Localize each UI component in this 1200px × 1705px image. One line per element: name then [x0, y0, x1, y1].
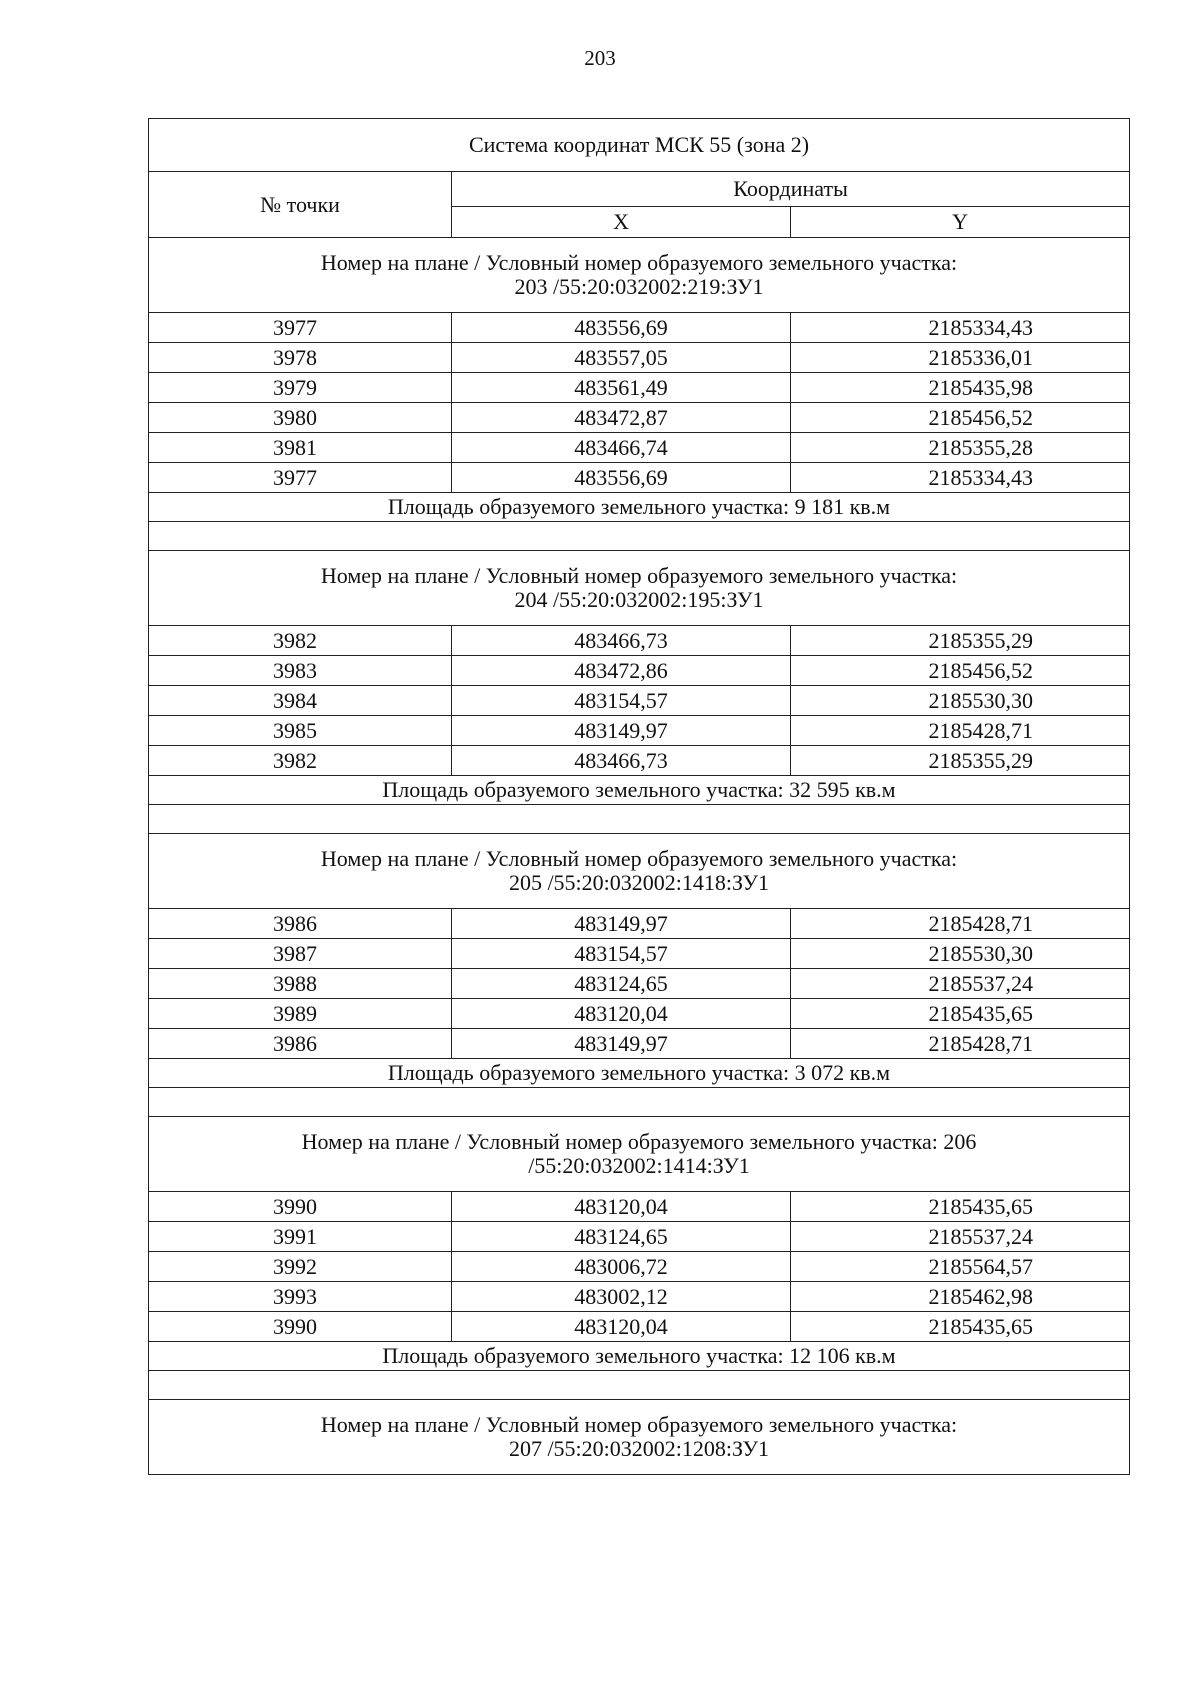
point-number: 3992: [149, 1252, 452, 1282]
table-row: [149, 463, 1130, 493]
plot-heading-line: Номер на плане / Условный номер образуемого земельного участка:: [320, 846, 958, 871]
plot-heading: [149, 551, 1130, 626]
plot-area: Площадь образуемого земельного участка: 9 181 кв.м: [149, 493, 1130, 522]
plot-area: Площадь образуемого земельного участка: 12 106 кв.м: [149, 1342, 1130, 1371]
x-coordinate: 483557,05: [452, 343, 791, 373]
coordinates-table: [148, 118, 1130, 1475]
x-header: X: [452, 207, 791, 238]
point-number: 3982: [149, 626, 452, 656]
x-coordinate: 483154,57: [452, 686, 791, 716]
point-number-header: № точки: [149, 172, 452, 238]
plot-heading-row: [149, 1117, 1130, 1192]
y-coordinate: 2185355,29: [791, 746, 1130, 776]
table-row: [149, 403, 1130, 433]
y-coordinate: 2185336,01: [791, 343, 1130, 373]
table-row: [149, 716, 1130, 746]
plot-heading-row: [149, 551, 1130, 626]
plot-heading-line: Номер на плане / Условный номер образуемого земельного участка:: [320, 1412, 958, 1437]
plot-area-row: [149, 493, 1130, 522]
x-coordinate: 483120,04: [452, 999, 791, 1029]
x-coordinate: 483154,57: [452, 939, 791, 969]
point-number: 3986: [149, 909, 452, 939]
table-row: [149, 969, 1130, 999]
coordinates-table-body: [149, 119, 1130, 1475]
point-number: 3990: [149, 1192, 452, 1222]
table-row: [149, 1029, 1130, 1059]
x-coordinate: 483124,65: [452, 1222, 791, 1252]
y-coordinate: 2185428,71: [791, 1029, 1130, 1059]
y-coordinate: 2185530,30: [791, 939, 1130, 969]
x-coordinate: 483120,04: [452, 1312, 791, 1342]
table-row: [149, 626, 1130, 656]
y-coordinate: 2185537,24: [791, 969, 1130, 999]
point-number: 3990: [149, 1312, 452, 1342]
y-coordinate: 2185428,71: [791, 716, 1130, 746]
point-number: 3981: [149, 433, 452, 463]
section-spacer-cell: [149, 1088, 1130, 1117]
plot-area-row: [149, 1342, 1130, 1371]
plot-area: Площадь образуемого земельного участка: 3 072 кв.м: [149, 1059, 1130, 1088]
plot-heading-line: Номер на плане / Условный номер образуемого земельного участка:: [320, 250, 958, 275]
plot-cadastral-number: 207 /55:20:032002:1208:ЗУ1: [508, 1436, 770, 1461]
section-spacer-row: [149, 522, 1130, 551]
coordinate-system-row: [149, 119, 1130, 172]
point-number: 3989: [149, 999, 452, 1029]
y-coordinate: 2185530,30: [791, 686, 1130, 716]
y-coordinate: 2185334,43: [791, 463, 1130, 493]
x-coordinate: 483006,72: [452, 1252, 791, 1282]
x-coordinate: 483149,97: [452, 1029, 791, 1059]
x-coordinate: 483472,86: [452, 656, 791, 686]
y-coordinate: 2185564,57: [791, 1252, 1130, 1282]
section-spacer-cell: [149, 522, 1130, 551]
point-number: 3985: [149, 716, 452, 746]
x-coordinate: 483149,97: [452, 909, 791, 939]
point-number: 3978: [149, 343, 452, 373]
plot-area-row: [149, 776, 1130, 805]
plot-area-row: [149, 1059, 1130, 1088]
plot-heading-line: Номер на плане / Условный номер образуемого земельного участка:: [320, 563, 958, 588]
y-header: Y: [791, 207, 1130, 238]
plot-heading-row: [149, 1400, 1130, 1475]
point-number: 3991: [149, 1222, 452, 1252]
table-row: [149, 939, 1130, 969]
x-coordinate: 483466,73: [452, 626, 791, 656]
table-row: [149, 313, 1130, 343]
x-coordinate: 483556,69: [452, 313, 791, 343]
x-coordinate: 483002,12: [452, 1282, 791, 1312]
point-number: 3977: [149, 313, 452, 343]
table-row: [149, 1222, 1130, 1252]
x-coordinate: 483466,74: [452, 433, 791, 463]
point-number: 3984: [149, 686, 452, 716]
point-number: 3980: [149, 403, 452, 433]
table-row: [149, 373, 1130, 403]
table-row: [149, 1192, 1130, 1222]
table-row: [149, 746, 1130, 776]
table-row: [149, 1282, 1130, 1312]
y-coordinate: 2185435,65: [791, 999, 1130, 1029]
x-coordinate: 483149,97: [452, 716, 791, 746]
plot-heading: [149, 238, 1130, 313]
y-coordinate: 2185355,29: [791, 626, 1130, 656]
point-number: 3983: [149, 656, 452, 686]
y-coordinate: 2185462,98: [791, 1282, 1130, 1312]
x-coordinate: 483466,73: [452, 746, 791, 776]
y-coordinate: 2185435,65: [791, 1192, 1130, 1222]
x-coordinate: 483556,69: [452, 463, 791, 493]
table-row: [149, 686, 1130, 716]
y-coordinate: 2185334,43: [791, 313, 1130, 343]
plot-heading-row: [149, 238, 1130, 313]
point-number: 3993: [149, 1282, 452, 1312]
table-row: [149, 909, 1130, 939]
plot-heading: [149, 1117, 1130, 1192]
table-row: [149, 656, 1130, 686]
header-row: [149, 172, 1130, 207]
table-row: [149, 343, 1130, 373]
plot-heading-line: Номер на плане / Условный номер образуемого земельного участка: 206: [301, 1129, 977, 1154]
table-row: [149, 1252, 1130, 1282]
section-spacer-cell: [149, 805, 1130, 834]
point-number: 3979: [149, 373, 452, 403]
plot-heading: [149, 834, 1130, 909]
section-spacer-row: [149, 1371, 1130, 1400]
y-coordinate: 2185456,52: [791, 403, 1130, 433]
coordinates-header: Координаты: [452, 172, 1130, 207]
section-spacer-cell: [149, 1371, 1130, 1400]
point-number: 3977: [149, 463, 452, 493]
plot-heading: [149, 1400, 1130, 1475]
point-number: 3986: [149, 1029, 452, 1059]
x-coordinate: 483472,87: [452, 403, 791, 433]
y-coordinate: 2185537,24: [791, 1222, 1130, 1252]
x-coordinate: 483561,49: [452, 373, 791, 403]
plot-area: Площадь образуемого земельного участка: 32 595 кв.м: [149, 776, 1130, 805]
point-number: 3987: [149, 939, 452, 969]
y-coordinate: 2185355,28: [791, 433, 1130, 463]
point-number: 3982: [149, 746, 452, 776]
coordinate-system-title: Система координат МСК 55 (зона 2): [149, 119, 1130, 172]
point-number: 3988: [149, 969, 452, 999]
table-row: [149, 999, 1130, 1029]
x-coordinate: 483124,65: [452, 969, 791, 999]
table-row: [149, 1312, 1130, 1342]
y-coordinate: 2185428,71: [791, 909, 1130, 939]
plot-cadastral-number: 203 /55:20:032002:219:ЗУ1: [514, 274, 764, 299]
section-spacer-row: [149, 1088, 1130, 1117]
y-coordinate: 2185435,65: [791, 1312, 1130, 1342]
plot-cadastral-number: 205 /55:20:032002:1418:ЗУ1: [508, 870, 770, 895]
plot-cadastral-number: 204 /55:20:032002:195:ЗУ1: [514, 587, 764, 612]
table-row: [149, 433, 1130, 463]
page-number: 203: [584, 46, 616, 70]
plot-heading-row: [149, 834, 1130, 909]
section-spacer-row: [149, 805, 1130, 834]
x-coordinate: 483120,04: [452, 1192, 791, 1222]
plot-cadastral-number: /55:20:032002:1414:ЗУ1: [528, 1153, 750, 1178]
y-coordinate: 2185435,98: [791, 373, 1130, 403]
y-coordinate: 2185456,52: [791, 656, 1130, 686]
